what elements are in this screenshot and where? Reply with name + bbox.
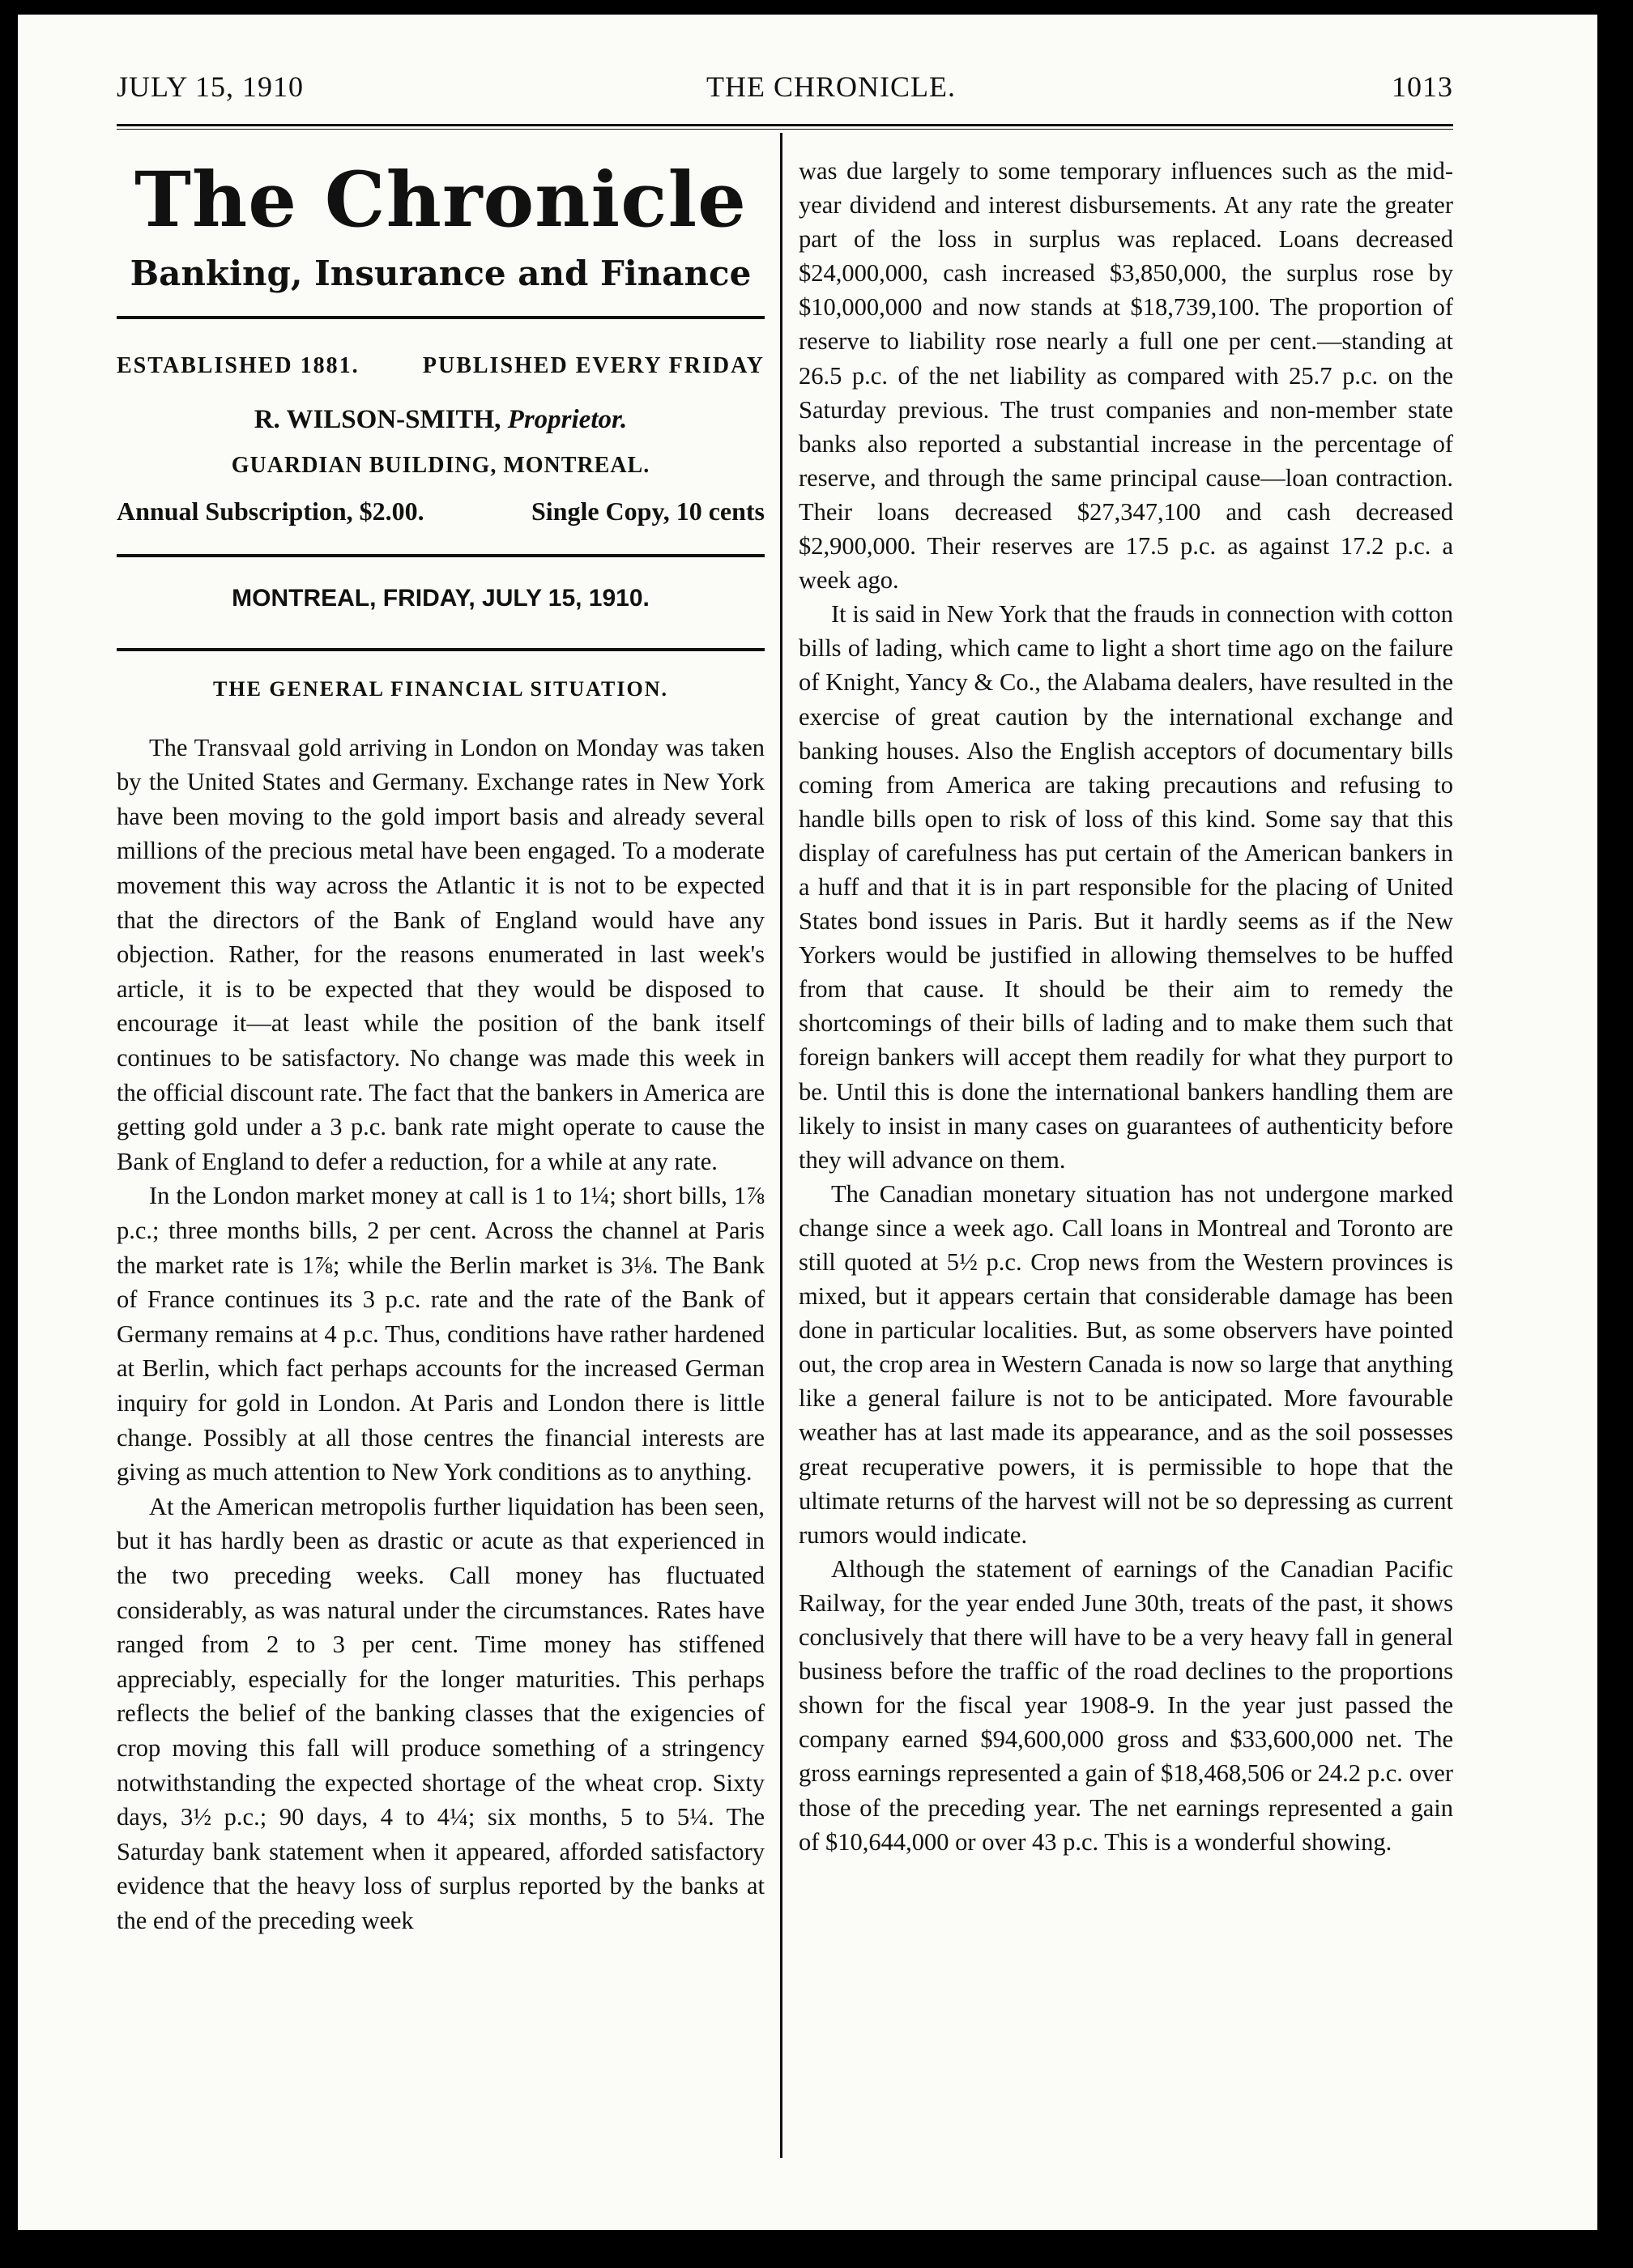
right-column	[799, 154, 1453, 1859]
subscription-info	[117, 497, 765, 526]
dateline-rule-top	[117, 554, 765, 557]
page-number: 1013	[1392, 70, 1453, 103]
header-rule-thin	[117, 129, 1453, 130]
masthead	[117, 156, 765, 293]
annual-subscription: Annual Subscription, $2.00.	[117, 496, 424, 526]
paragraph-continued: was due largely to some temporary influences such as the mid-year dividend and interest disbursements. At any rate the greater part of the loss in surplus was replaced. Loans decreased $24,000,000, cash increased $3,850,000, the surplus rose by $10,000,000 and now stands at $18,739,100. The proportion of reserve to liability rose nearly a full one per cent.—standing at 26.5 p.c. of the net liability as compared with 25.7 p.c. on the Saturday previous. The trust companies and non-member state banks also reported a substantial increase in the percentage of reserve, and through the same principal cause—loan contraction. Their loans decreased $27,347,100 and cash decreased $2,900,000. Their reserves are 17.5 p.c. as against 17.2 p.c. a week ago.	[799, 157, 1453, 595]
paragraph: At the American metropolis further liquidation has been seen, but it has hardly been as drastic or acute as that experienced in the two preceding weeks. Call money has fluctuated considerably, as was natural under the circumstances. Rates have ranged from 2 to 3 per cent. Time money has stiffened appreciably, especially for the longer maturities. This perhaps reflects the belief of the banking classes that the exigencies of crop moving this fall will produce something of a stringency notwithstanding the expected shortage of the wheat crop. Sixty days, 3½ p.c.; 90 days, 4 to 4¼; six months, 5 to 5¼. The Saturday bank statement when it appeared, afforded satisfactory evidence that the heavy loss of surplus reported by the banks at the end of the preceding week	[117, 1492, 765, 1934]
masthead-rule	[117, 316, 765, 319]
running-head	[117, 70, 1453, 118]
proprietor-role: Proprietor.	[507, 404, 628, 434]
proprietor-name: R. WILSON-SMITH,	[254, 404, 501, 434]
dateline: MONTREAL, FRIDAY, JULY 15, 1910.	[232, 584, 650, 612]
dateline-rule-bottom	[117, 648, 765, 651]
paragraph: The Canadian monetary situation has not undergone marked change since a week ago. Call loans in Montreal and Toronto are still quoted at 5½ p.c. Crop news from the Western provinces is mixed, but it appears certain that considerable damage has been done in particular localities. But, as some observers have pointed out, the crop area in Western Canada is now so large that anything like a general failure is not to be anticipated. More favourable weather has at last made its appearance, and as the soil possesses great recuperative powers, it is permissible to hope that the ultimate returns of the harvest will not be so depressing as current rumors would indicate.	[799, 1179, 1453, 1549]
article-body-right	[799, 154, 1453, 1859]
paragraph: The Transvaal gold arriving in London on Monday was taken by the United States and Germany. Exchange rates in New York have been moving to the gold import basis and already several millions of the precious metal have been engaged. To a moderate movement this way across the Atlantic it is not to be expected that the directors of the Bank of England would have any objection. Rather, for the reasons enumerated in last week's article, it is to be expected that they would be disposed to encourage it—at least while the position of the bank itself continues to be satisfactory. No change was made this week in the official discount rate. The fact that the bankers in America are getting gold under a 3 p.c. bank rate might operate to cause the Bank of England to defer a reduction, for a while at any rate.	[117, 733, 765, 1175]
address: GUARDIAN BUILDING, MONTREAL.	[231, 452, 650, 478]
paragraph: It is said in New York that the frauds in connection with cotton bills of lading, which came to light a short time ago on the failure of Knight, Yancy & Co., the Alabama dealers, have resulted in the exercise of great caution by the international exchange and banking houses. Also the English acceptors of documentary bills coming from America are taking precautions and refusing to handle bills open to risk of loss of this kind. Some say that this display of carefulness has put certain of the American bankers in a huff and that it is in part responsible for the placing of United States bond issues in Paris. But it hardly seems as if the New Yorkers would be justified in allowing themselves to be huffed from that cause. It should be their aim to remedy the shortcomings of their bills of lading and to make them such that foreign bankers will accept them readily for what they purport to be. Until this is done the international bankers handling them are likely to insist in many cases on guarantees of authenticity before they will advance on them.	[799, 600, 1453, 1174]
proprietor	[117, 405, 765, 435]
established-text: ESTABLISHED 1881.	[117, 352, 360, 378]
paragraph: Although the statement of earnings of the Canadian Pacific Railway, for the year ended June 30th, treats of the past, it shows conclusively that there will have to be a very heavy fall in general business before the traffic of the road declines to the proportions shown for the fiscal year 1908-9. In the year just passed the company earned $94,600,000 gross and $33,600,000 net. The gross earnings represented a gain of $18,468,506 or 24.2 p.c. over those of the preceding year. The net earnings represented a gain of $10,644,000 or over 43 p.c. This is a wonderful showing.	[799, 1554, 1453, 1856]
running-head-title: THE CHRONICLE.	[706, 70, 956, 103]
newspaper-page	[18, 15, 1597, 2230]
masthead-subtitle: Banking, Insurance and Finance	[130, 253, 752, 293]
header-rule	[117, 124, 1453, 126]
publication-info	[117, 353, 765, 379]
article-title: THE GENERAL FINANCIAL SITUATION.	[213, 676, 668, 701]
running-head-date: JULY 15, 1910	[117, 70, 305, 103]
column-divider	[780, 133, 782, 2158]
single-copy-price: Single Copy, 10 cents	[531, 496, 765, 526]
left-column	[117, 154, 765, 1938]
masthead-title: The Chronicle	[134, 156, 747, 245]
paragraph: In the London market money at call is 1 to 1¼; short bills, 1⅞ p.c.; three months bills, 2 per cent. Across the channel at Paris the market rate is 1⅞; while the Berlin market is 3⅛. The Bank of France continues its 3 p.c. rate and the rate of the Bank of Germany remains at 4 p.c. Thus, conditions have rather hardened at Berlin, which fact perhaps accounts for the increased German inquiry for gold in London. At Paris and London there is little change. Possibly at all those centres the financial interests are giving as much attention to New York conditions as to anything.	[117, 1182, 765, 1486]
published-text: PUBLISHED EVERY FRIDAY	[422, 352, 765, 378]
article-body-left	[117, 731, 765, 1938]
